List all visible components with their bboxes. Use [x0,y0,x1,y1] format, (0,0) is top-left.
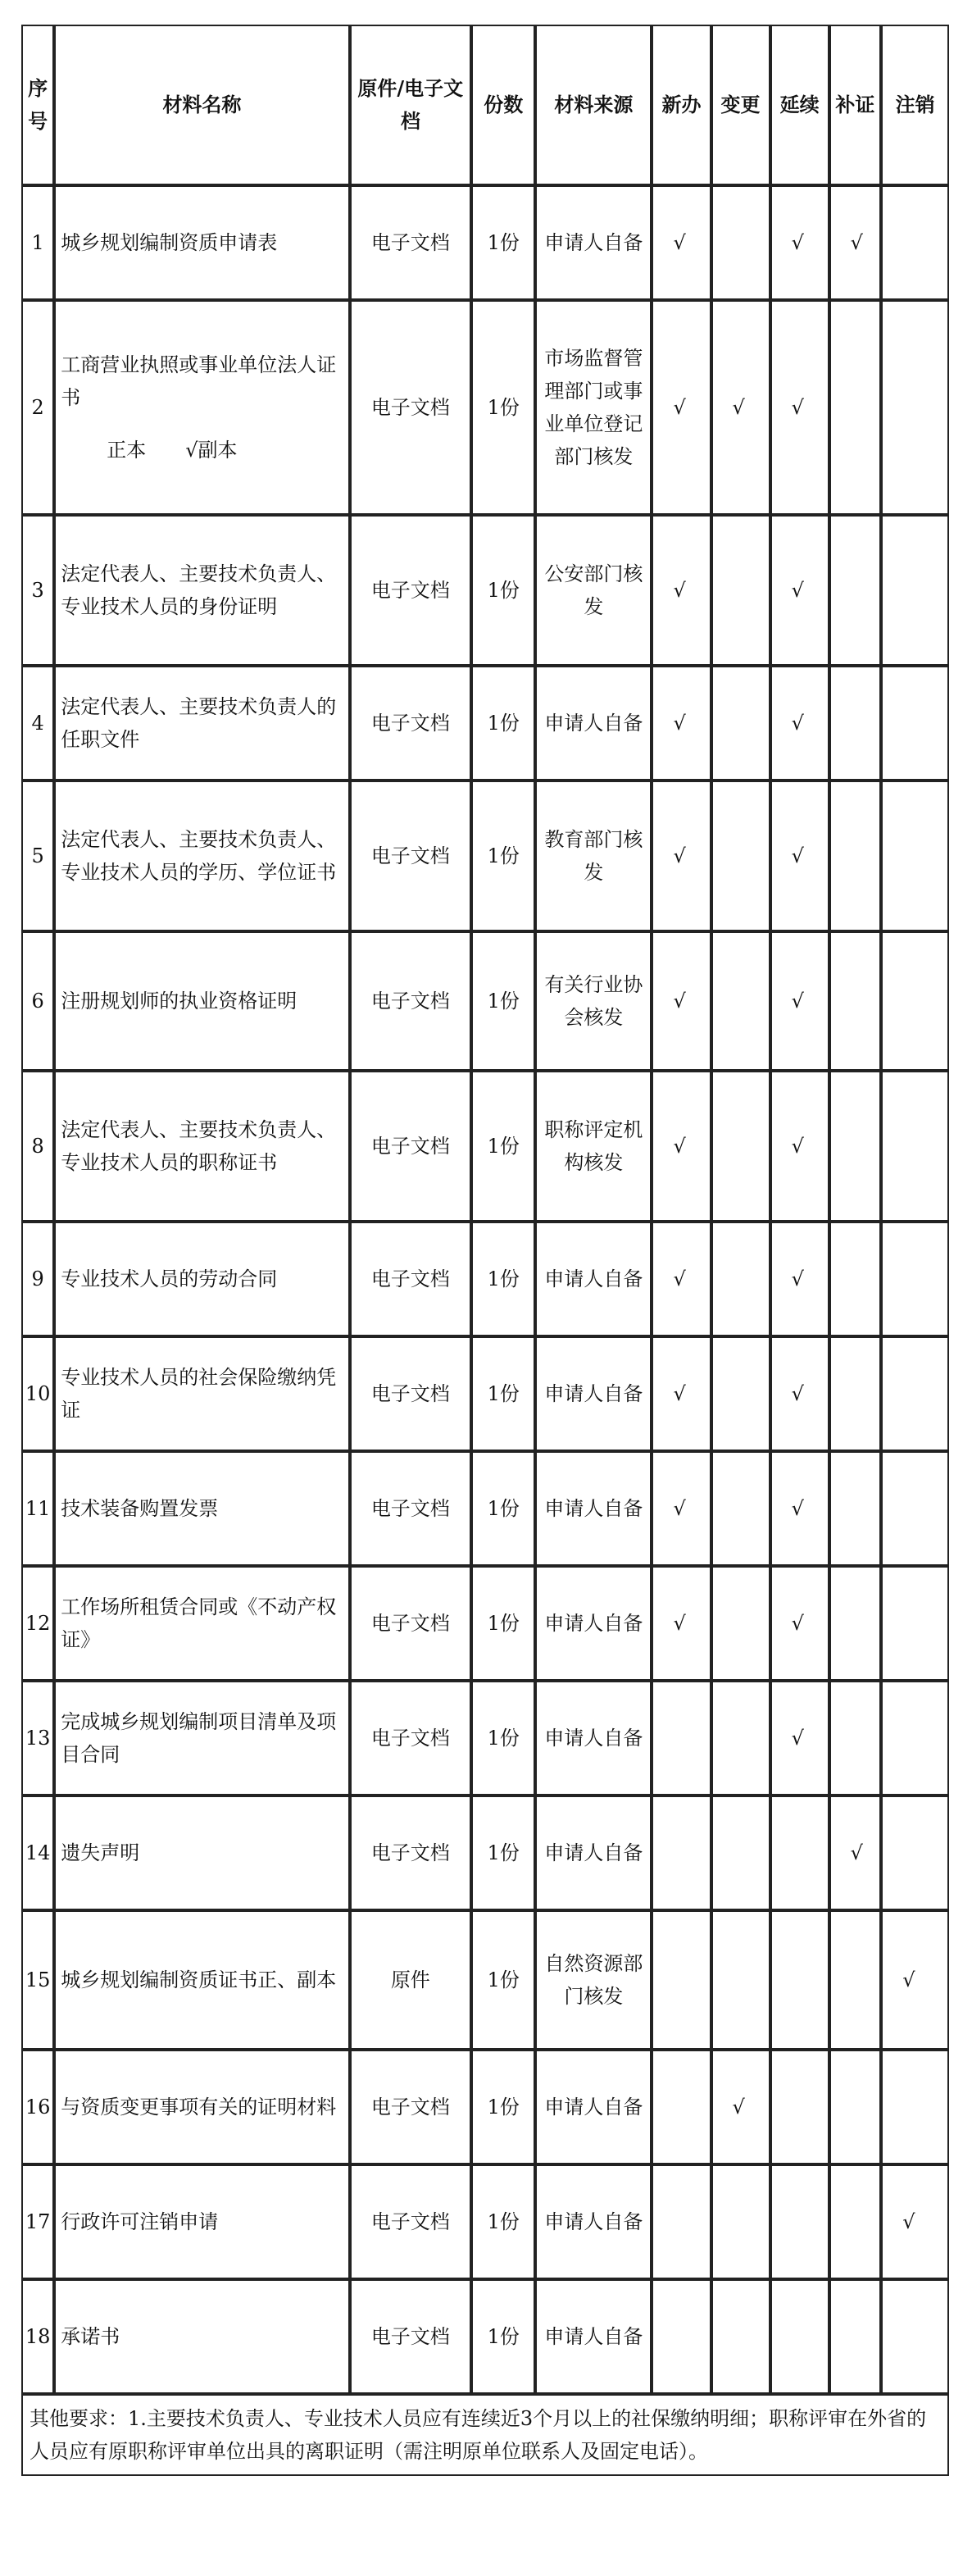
check-mark-icon: √ [732,396,745,419]
document-type: 原件 [350,1910,471,2050]
material-name-text: 法定代表人、主要技术负责人、专业技术人员的职称证书 [61,1118,337,1174]
check-extend [770,185,829,300]
material-name-text: 专业技术人员的社会保险缴纳凭证 [61,1366,337,1422]
check-cancel [881,515,949,666]
row-number: 10 [21,1336,54,1451]
material-name [54,2050,349,2164]
material-name [54,2164,349,2279]
row-number: 6 [21,931,54,1071]
check-reissue [829,1071,882,1222]
table-row [21,515,949,666]
check-extend [770,666,829,781]
document-type: 电子文档 [350,2050,471,2164]
material-name [54,1795,349,1910]
check-change [711,1910,770,2050]
check-extend [770,515,829,666]
check-change [711,2164,770,2279]
row-number: 14 [21,1795,54,1910]
copy-count: 1份 [471,300,535,515]
row-number: 1 [21,185,54,300]
material-name-text: 工商营业执照或事业单位法人证书 [61,353,337,409]
material-name [54,1222,349,1336]
document-type: 电子文档 [350,515,471,666]
check-mark-icon: √ [791,396,804,419]
check-reissue [829,300,882,515]
check-reissue [829,2164,882,2279]
check-new [652,781,711,931]
material-source: 申请人自备 [535,1681,652,1795]
check-new [652,1071,711,1222]
check-cancel [881,781,949,931]
material-source: 申请人自备 [535,1336,652,1451]
material-name [54,1336,349,1451]
material-name-text: 完成城乡规划编制项目清单及项目合同 [61,1710,337,1766]
material-source: 申请人自备 [535,1222,652,1336]
material-name-text: 法定代表人、主要技术负责人、专业技术人员的身份证明 [61,562,337,618]
material-name-text: 法定代表人、主要技术负责人的任职文件 [61,695,337,751]
check-mark-icon: √ [791,712,804,735]
material-name [54,781,349,931]
table-row [21,1910,949,2050]
table-row [21,1071,949,1222]
table-row [21,300,949,515]
check-extend [770,2164,829,2279]
material-name [54,185,349,300]
check-cancel [881,1451,949,1566]
document-type: 电子文档 [350,1566,471,1681]
check-mark-icon: √ [791,1382,804,1405]
check-change [711,931,770,1071]
check-change [711,1795,770,1910]
material-name [54,931,349,1071]
check-mark-icon: √ [902,1968,915,1991]
check-mark-icon: √ [791,1135,804,1158]
material-name [54,1071,349,1222]
check-mark-icon: √ [791,1727,804,1750]
material-source: 申请人自备 [535,2279,652,2394]
check-new [652,300,711,515]
check-reissue [829,1336,882,1451]
material-name [54,1910,349,2050]
document-type: 电子文档 [350,2164,471,2279]
document-type: 电子文档 [350,781,471,931]
check-mark-icon: √ [850,231,863,254]
check-mark-icon: √ [791,1268,804,1290]
material-name-text: 与资质变更事项有关的证明材料 [61,2096,337,2119]
copy-count: 1份 [471,1336,535,1451]
check-cancel [881,1222,949,1336]
header-count: 份数 [471,25,535,185]
check-reissue [829,2279,882,2394]
copy-count: 1份 [471,1071,535,1222]
material-name-text: 遗失声明 [61,1841,140,1864]
check-mark-icon: √ [673,844,686,867]
check-extend [770,1566,829,1681]
check-change [711,1566,770,1681]
material-source: 职称评定机构核发 [535,1071,652,1222]
check-new [652,1681,711,1795]
copy-count: 1份 [471,1795,535,1910]
check-cancel [881,2050,949,2164]
copy-count: 1份 [471,515,535,666]
copy-count: 1份 [471,1451,535,1566]
material-source: 申请人自备 [535,1566,652,1681]
document-type: 电子文档 [350,1681,471,1795]
check-new [652,1566,711,1681]
check-extend [770,300,829,515]
check-cancel [881,1681,949,1795]
check-mark-icon: √ [673,990,686,1013]
row-number: 13 [21,1681,54,1795]
check-mark-icon: √ [791,990,804,1013]
header-type: 原件/电子文档 [350,25,471,185]
document-type: 电子文档 [350,666,471,781]
check-mark-icon: √ [791,1497,804,1520]
row-number: 4 [21,666,54,781]
check-reissue [829,1681,882,1795]
check-extend [770,781,829,931]
check-extend [770,1681,829,1795]
table-row [21,2279,949,2394]
check-change [711,1451,770,1566]
material-source: 公安部门核发 [535,515,652,666]
table-row [21,781,949,931]
check-mark-icon: √ [791,1612,804,1635]
check-reissue [829,1222,882,1336]
copy-count: 1份 [471,2050,535,2164]
material-name-text: 城乡规划编制资质申请表 [61,231,278,254]
material-name [54,1566,349,1681]
material-source: 申请人自备 [535,1795,652,1910]
check-cancel [881,185,949,300]
check-change [711,2279,770,2394]
check-new [652,2050,711,2164]
check-change [711,781,770,931]
check-extend [770,1451,829,1566]
header-change: 变更 [711,25,770,185]
row-number: 5 [21,781,54,931]
row-number: 12 [21,1566,54,1681]
check-change [711,1071,770,1222]
check-new [652,2279,711,2394]
material-name [54,300,349,515]
table-row [21,931,949,1071]
check-extend [770,1795,829,1910]
table-row [21,1566,949,1681]
material-name-text: 专业技术人员的劳动合同 [61,1268,278,1290]
copy-count: 1份 [471,1681,535,1795]
check-reissue [829,185,882,300]
check-mark-icon: √ [673,1382,686,1405]
check-cancel [881,1566,949,1681]
check-reissue [829,1795,882,1910]
table-row [21,1681,949,1795]
copy-count: 1份 [471,931,535,1071]
check-cancel [881,2164,949,2279]
row-number: 3 [21,515,54,666]
material-source: 有关行业协会核发 [535,931,652,1071]
material-name [54,515,349,666]
check-cancel [881,2279,949,2394]
check-cancel [881,300,949,515]
document-type: 电子文档 [350,1222,471,1336]
check-new [652,1336,711,1451]
table-row [21,185,949,300]
note-row [21,2394,949,2476]
check-cancel [881,931,949,1071]
check-cancel [881,1795,949,1910]
header-extend: 延续 [770,25,829,185]
material-name [54,666,349,781]
check-change [711,2050,770,2164]
check-change [711,515,770,666]
check-cancel [881,1336,949,1451]
check-cancel [881,666,949,781]
check-mark-icon: √ [850,1841,863,1864]
check-extend [770,931,829,1071]
materials-table [21,25,949,2476]
check-extend [770,2279,829,2394]
check-new [652,1222,711,1336]
table-row [21,2050,949,2164]
header-reissue: 补证 [829,25,882,185]
header-no: 序号 [21,25,54,185]
check-new [652,931,711,1071]
check-reissue [829,1451,882,1566]
check-cancel [881,1071,949,1222]
row-number: 17 [21,2164,54,2279]
copy-count: 1份 [471,666,535,781]
check-change [711,185,770,300]
document-type: 电子文档 [350,931,471,1071]
table-row [21,1795,949,1910]
check-change [711,300,770,515]
material-name-text: 行政许可注销申请 [61,2210,219,2233]
document-type: 电子文档 [350,185,471,300]
table-row [21,666,949,781]
check-new [652,515,711,666]
header-source: 材料来源 [535,25,652,185]
row-number: 15 [21,1910,54,2050]
check-new [652,1910,711,2050]
check-mark-icon: √ [673,1612,686,1635]
copy-count: 1份 [471,185,535,300]
check-reissue [829,931,882,1071]
check-reissue [829,1910,882,2050]
check-change [711,666,770,781]
table-row [21,1222,949,1336]
check-new [652,1451,711,1566]
check-new [652,2164,711,2279]
table-row [21,1336,949,1451]
check-reissue [829,666,882,781]
check-extend [770,1222,829,1336]
check-mark-icon: √ [673,396,686,419]
material-source: 自然资源部门核发 [535,1910,652,2050]
material-source: 申请人自备 [535,185,652,300]
check-new [652,185,711,300]
copy-count: 1份 [471,1566,535,1681]
row-number: 2 [21,300,54,515]
check-mark-icon: √ [902,2210,915,2233]
copy-count: 1份 [471,1910,535,2050]
material-source: 教育部门核发 [535,781,652,931]
table-row [21,2164,949,2279]
check-mark-icon: √ [673,1497,686,1520]
note-text: 其他要求：1.主要技术负责人、专业技术人员应有连续近3个月以上的社保缴纳明细；职称评审在外省的人员应有原职称评审单位出具的离职证明（需注明原单位联系人及固定电话）。 [21,2394,949,2476]
row-number: 8 [21,1071,54,1222]
check-reissue [829,515,882,666]
header-cancel: 注销 [881,25,949,185]
material-source: 申请人自备 [535,666,652,781]
check-change [711,1681,770,1795]
header-new: 新办 [652,25,711,185]
document-type: 电子文档 [350,1336,471,1451]
document-type: 电子文档 [350,1451,471,1566]
check-reissue [829,781,882,931]
material-name [54,1681,349,1795]
material-name-text: 承诺书 [61,2325,120,2348]
materials-document [21,25,949,2476]
material-name [54,2279,349,2394]
material-source: 申请人自备 [535,2164,652,2279]
document-type: 电子文档 [350,1795,471,1910]
row-number: 9 [21,1222,54,1336]
check-mark-icon: √ [673,1135,686,1158]
check-reissue [829,1566,882,1681]
check-extend [770,2050,829,2164]
document-type: 电子文档 [350,300,471,515]
check-mark-icon: √ [673,1268,686,1290]
row-number: 11 [21,1451,54,1566]
license-copy-options: 正本 √副本 [107,439,238,462]
table-row [21,1451,949,1566]
check-cancel [881,1910,949,2050]
material-name-text: 工作场所租赁合同或《不动产权证》 [61,1595,337,1651]
material-source: 申请人自备 [535,2050,652,2164]
material-name-text: 技术装备购置发票 [61,1497,219,1520]
check-mark-icon: √ [732,2096,745,2119]
material-source: 申请人自备 [535,1451,652,1566]
copy-count: 1份 [471,781,535,931]
check-mark-icon: √ [791,231,804,254]
document-type: 电子文档 [350,1071,471,1222]
check-extend [770,1071,829,1222]
check-change [711,1222,770,1336]
copy-count: 1份 [471,2164,535,2279]
check-mark-icon: √ [673,579,686,602]
check-change [711,1336,770,1451]
material-name [54,1451,349,1566]
check-extend [770,1336,829,1451]
check-mark-icon: √ [791,579,804,602]
check-mark-icon: √ [791,844,804,867]
row-number: 16 [21,2050,54,2164]
copy-count: 1份 [471,2279,535,2394]
header-name: 材料名称 [54,25,349,185]
check-new [652,666,711,781]
check-mark-icon: √ [673,231,686,254]
copy-count: 1份 [471,1222,535,1336]
material-name-text: 城乡规划编制资质证书正、副本 [61,1968,337,1991]
check-reissue [829,2050,882,2164]
material-name-text: 法定代表人、主要技术负责人、专业技术人员的学历、学位证书 [61,828,337,884]
check-mark-icon: √ [673,712,686,735]
check-extend [770,1910,829,2050]
material-source: 市场监督管理部门或事业单位登记部门核发 [535,300,652,515]
material-name-text: 注册规划师的执业资格证明 [61,990,298,1013]
row-number: 18 [21,2279,54,2394]
document-type: 电子文档 [350,2279,471,2394]
header-row [21,25,949,185]
check-new [652,1795,711,1910]
